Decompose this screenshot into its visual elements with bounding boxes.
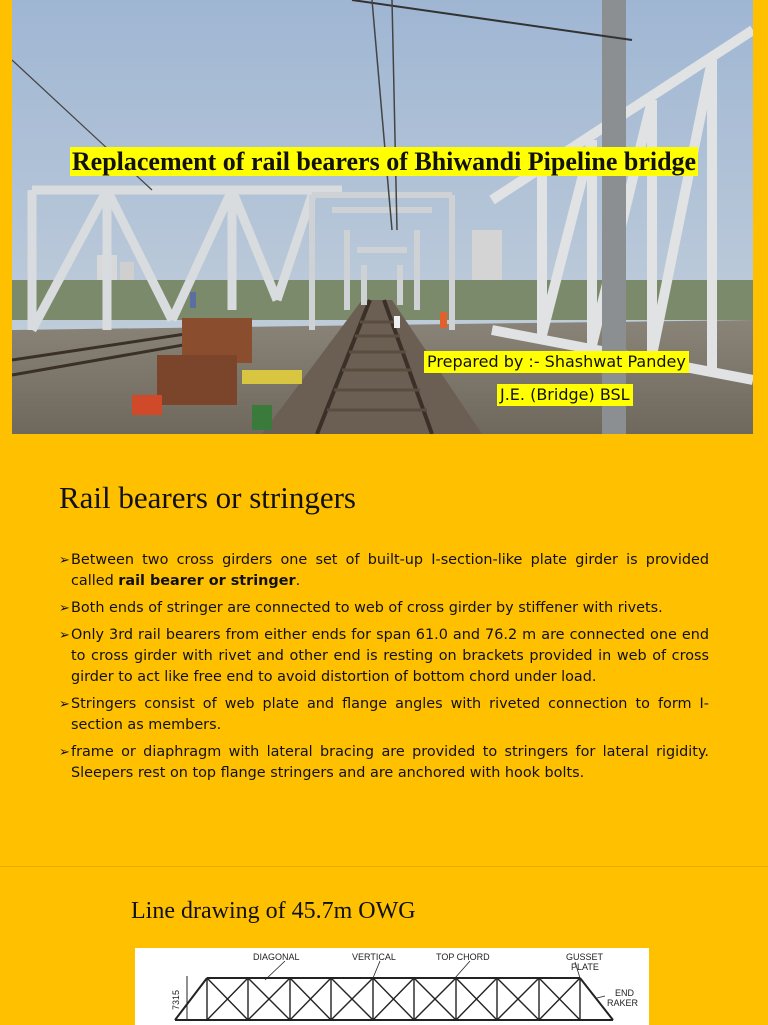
title-slide bbox=[0, 0, 768, 434]
vertical-label: VERTICAL bbox=[352, 952, 396, 962]
bullet-item bbox=[59, 550, 709, 592]
author-designation: J.E. (Bridge) BSL bbox=[497, 384, 633, 406]
bullet-item bbox=[59, 598, 709, 619]
gusset-label: GUSSET bbox=[566, 952, 604, 962]
bullet-text: Between two cross girders one set of built-up I-section-like plate girder is provided called bbox=[71, 552, 709, 589]
arrow-bullet-icon: ➢ bbox=[59, 553, 70, 568]
truss-diagram bbox=[135, 948, 649, 1025]
bullet-text: Stringers consist of web plate and flange angles with riveted connection to form I-section as members. bbox=[71, 696, 709, 733]
truss-line-drawing bbox=[135, 948, 649, 1025]
dimension-label: 7315 bbox=[171, 989, 181, 1010]
bullet-text: Only 3rd rail bearers from either ends for span 61.0 and 76.2 m are connected one end to cross girder with rivet and other end is resting on brackets provided in web of cross girder to act like free end to avoid distortion of bottom chord under load. bbox=[71, 627, 709, 685]
arrow-bullet-icon: ➢ bbox=[59, 628, 70, 643]
plate-label: PLATE bbox=[571, 962, 599, 972]
arrow-bullet-icon: ➢ bbox=[59, 697, 70, 712]
raker-label: RAKER bbox=[607, 998, 639, 1008]
bullet-list bbox=[59, 550, 709, 790]
diagonal-label: DIAGONAL bbox=[253, 952, 300, 962]
bullet-item bbox=[59, 742, 709, 784]
presentation-title bbox=[47, 146, 721, 178]
arrow-bullet-icon: ➢ bbox=[59, 601, 70, 616]
bullet-text: frame or diaphragm with lateral bracing are provided to stringers for lateral rigidity. Sleepers rest on top flange stringers and are anchored with hook bolts. bbox=[71, 744, 709, 781]
bullet-text-end: . bbox=[295, 573, 301, 589]
bullet-item bbox=[59, 625, 709, 688]
bullet-item bbox=[59, 694, 709, 736]
top-chord-label: TOP CHORD bbox=[436, 952, 490, 962]
drawing-title: Line drawing of 45.7m OWG bbox=[131, 898, 416, 924]
prepared-by-label: Prepared by :- Shashwat Pandey bbox=[424, 351, 689, 373]
presentation-title-text: Replacement of rail bearers of Bhiwandi Pipeline bridge bbox=[71, 147, 697, 176]
bullet-bold-text: rail bearer or stringer bbox=[118, 573, 296, 589]
end-label: END bbox=[615, 988, 635, 998]
arrow-bullet-icon: ➢ bbox=[59, 745, 70, 760]
truss-diagonals bbox=[207, 978, 580, 1020]
bullet-text: Both ends of stringer are connected to web of cross girder by stiffener with rivets. bbox=[71, 600, 663, 616]
slide-heading: Rail bearers or stringers bbox=[59, 480, 356, 515]
stringers-slide bbox=[0, 434, 768, 866]
line-drawing-slide bbox=[0, 866, 768, 1025]
